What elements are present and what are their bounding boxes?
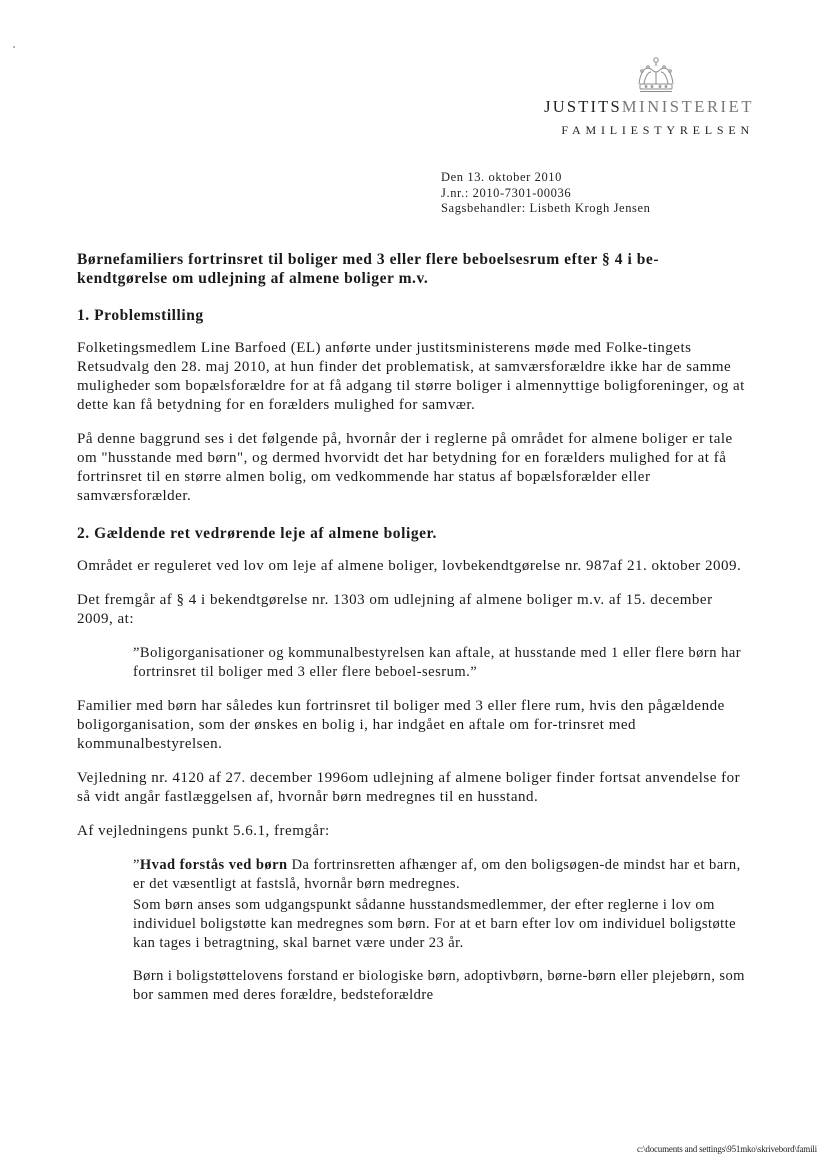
guidance-text: Da fortrinsretten afhænger af, om den boligsøgen-de mindst har et barn, er det væsentligt at fastslå, hvornår børn medregnes.: [133, 857, 741, 892]
paragraph: Vejledning nr. 4120 af 27. december 1996om udlejning af almene boliger finder fortsat anvendelse for så vidt angår fastlæggelsen af, hvornår børn medregnes til en husstand.: [77, 770, 741, 805]
open-quote: ”: [133, 857, 140, 873]
scan-speck: [12, 36, 16, 40]
document-date: Den 13. oktober 2010: [441, 170, 563, 184]
document-title: Børnefamiliers fortrinsret til boliger med 3 eller flere beboelsesrum efter § 4 i be-kendtgørelse om udlejning af almene boliger m.v.: [77, 251, 660, 287]
letterhead: [544, 97, 754, 138]
guidance-bold-lead: Hvad forstås ved børn: [139, 857, 288, 873]
paragraph: Det fremgår af § 4 i bekendtgørelse nr. 1303 om udlejning af almene boliger m.v. af 15. december 2009, at:: [77, 592, 713, 627]
paragraph: På denne baggrund ses i det følgende på, hvornår der i reglerne på området for almene boliger er tale om "husstande med børn", og dermed hvorvidt det har betydning for en forælders mulighed for at få fortrinsret til en større almen bolig, om vedkommende har status af bopælsforælder eller samværsforælder.: [77, 431, 733, 504]
file-path-footer: c:\documents and settings\951mko\skrivebord\famili: [637, 1144, 817, 1154]
paragraph: Folketingsmedlem Line Barfoed (EL) anførte under justitsministerens møde med Folke-tingets Retsudvalg den 28. maj 2010, at hun finder det problematisk, at samværsforældre ikke har de samme muligheder som bopælsforældre for at få adgang til større boliger i almennyttige boligforeninger, og at dette kan få betydning for en forælders mulighed for samvær.: [77, 340, 745, 413]
journal-number: J.nr.: 2010-7301-00036: [441, 185, 572, 200]
section-heading-2: 2. Gældende ret vedrørende leje af almene boliger.: [77, 525, 437, 542]
section-heading-1: 1. Problemstilling: [77, 307, 204, 324]
regulation-quote: ”Boligorganisationer og kommunalbestyrelsen kan aftale, at husstande med 1 eller flere børn har fortrinsret til boliger med 3 eller flere beboel-sesrum.”: [133, 645, 742, 680]
document-body: [77, 250, 749, 1005]
guidance-paragraph-3: Børn i boligstøttelovens forstand er biologiske børn, adoptivbørn, børne-børn eller plejebørn, som bor sammen med deres forældre, bedsteforældre: [133, 968, 745, 1003]
agency-name: FAMILIESTYRELSEN: [561, 123, 754, 137]
paragraph: Området er reguleret ved lov om leje af almene boliger, lovbekendtgørelse nr. 987af 21. oktober 2009.: [77, 558, 742, 574]
ministry-name: [544, 97, 754, 117]
ministry-name-light: MINISTERIET: [621, 97, 754, 116]
crown-icon: [634, 56, 678, 94]
guidance-paragraph-1: [133, 856, 749, 894]
document-meta: [441, 170, 651, 217]
paragraph: Familier med børn har således kun fortrinsret til boliger med 3 eller flere rum, hvis den pågældende boligorganisation, som der ønskes en bolig i, har indgået en aftale om for-trinsret med kommunalbestyrelsen.: [77, 698, 725, 752]
ministry-name-bold: JUSTITS: [544, 97, 622, 116]
paragraph: Af vejledningens punkt 5.6.1, fremgår:: [77, 823, 330, 839]
guidance-paragraph-2: Som børn anses som udgangspunkt sådanne husstandsmedlemmer, der efter reglerne i lov om individuel boligstøtte kan medregnes som børn. For at et barn efter lov om individuel boligstøtte kan tages i betragtning, skal barnet være under 23 år.: [133, 897, 737, 951]
case-handler: Sagsbehandler: Lisbeth Krogh Jensen: [441, 201, 651, 215]
guidance-quote: [133, 856, 749, 1005]
